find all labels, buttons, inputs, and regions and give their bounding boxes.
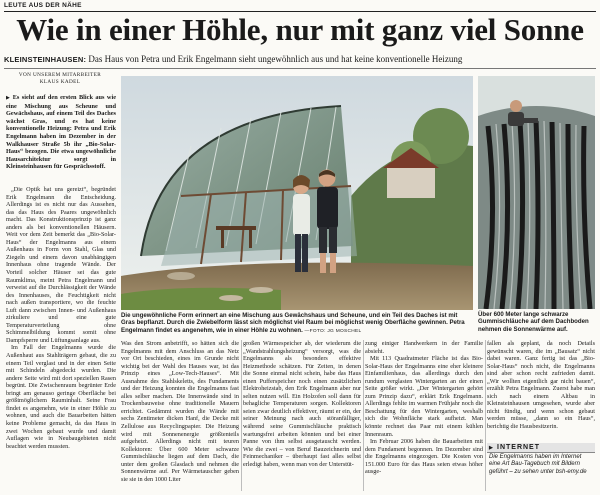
house-photo-illustration (121, 76, 473, 310)
triangle-bullet-icon: ▶ (6, 96, 11, 101)
column-divider (485, 340, 486, 491)
photo-caption-roof: Über 600 Meter lange schwarze Gummischläuche auf dem Dachboden nehmen die Sonnenwärme auf. (478, 311, 589, 333)
article-column-1 (6, 186, 116, 491)
deck-rule (4, 68, 596, 69)
lead-paragraph (6, 94, 116, 182)
internet-box (487, 443, 595, 491)
photo-caption-main (121, 312, 473, 335)
paragraph: Was den Strom anbetrifft, so hätten sich die Engelmanns mit dem Anschluss an das Netz vor Ort beschieden, eines im Grunde nicht wichtig bei der Wahl des Hauses war, ist das Prinzip eines „Low-Tech-Hauses“. Mit Ausnahme des Stahlskeletts, des Fundaments und der Heizung konnten die Engelmanns fast alles selber machen. Die Innenwände sind in Trockenbauweise ohne traditionelle Mauern errichtet. Gedämmt wurden die Wände mit sechs Zentimeter dicken Hanf, die Decke mit Zellulose aus Recyclingpapier. Die Heizung wird mit Sonnenenergie größtenteils aufgeheizt. Allerdings nicht mit teuren Kollektoren: Über 600 Meter schwarze Gummischläuche liegen auf dem Dach, die unter dem großen Glasdach und nehmen die Sonnenwärme auf. Per Wärmetauscher geben sie sie in den 1000 Liter (121, 340, 239, 483)
byline (6, 72, 114, 85)
triangle-bullet-icon: ▶ (489, 445, 494, 451)
column-divider (363, 340, 364, 491)
roof-hoses-illustration (478, 76, 595, 309)
house-photo (121, 76, 473, 310)
deck (4, 54, 596, 65)
paragraph: „Die Optik hat uns gereizt“, begründet Erik Engelmann die Entscheidung. Allerdings ist es nicht nur das Aussehen, das das Haus des Paares ungewöhnlich macht. Das Konstruktionsprinzip ist ganz anders als bei konventionellen Häusern. Weit vor dem Zeit bemerkt das „Bio-Solar-Haus“ der Engelmanns aus einem Außenhaus in Form von Stahl, Glas und Ziegeln und einem davon unabhängigen Innenhaus ohne tragende Wände. Der Vorteil solcher Häuser sei das gute Raumklima, meint Petra Engelmann und verweist auf die Durchlässigkeit der Wände des Innenhauses, die Feuchtigkeit nicht nach außen transportiere, wo die feuchte Luft dann zwischen Innen- und Außenhaus zirkuliere und eine gute Temperaturverteilung ohne Schimmelbildung kommt somit ohne Dampfsperre und Lüftungsanlage aus. (6, 186, 116, 344)
caption-text: Die ungewöhnliche Form erinnert an eine Mischung aus Gewächshaus und Scheune, und ein Teil des Daches ist mit Gras bepflanzt. Durch die Zwiebelform lässt sich möglichst viel Raum bei möglichst wenig Oberfläche gewinnen. Petra Engelmann findet es angenehm, wie in einer Höhle zu wohnen. (121, 312, 465, 334)
lead-text: Es sieht auf den ersten Blick aus wie eine Mischung aus Scheune und Gewächshaus, auf einem Teil des Daches wächst Gras, und es hat keine konventionelle Heizung: Petra und Erik Engelmann haben im Dezember in der Walkhauser Straße 5b ihr „Bio-Solar-Haus“ bezogen. Die etwa ungewöhnliche Hausarchitektur sorgt in Kleinsteinhausen für Gesprächsstoff. (6, 94, 116, 171)
byline-author: KLAUS KADEL (39, 78, 81, 85)
deck-kicker: KLEINSTEINHAUSEN: (4, 55, 87, 64)
deck-text: Das Haus von Petra und Erik Engelmann sieht ungewöhnlich aus und hat keine konventionelle Heizung (88, 54, 463, 64)
headline: Wie in einer Höhle, nur mit ganz viel Sonne (16, 12, 584, 47)
paragraph: fallen als geplant, da noch Details gewünscht waren, die im „Bausatz“ nicht dabei waren. Ganz fertig ist das „Bio-Solar-Haus“ noch nicht, die Engelmanns sind aber schon recht zufrieden damit. „Wir wollten eigentlich gar nicht bauen“, erzählt Petra Engelmann. Zuerst habe man sich nach einem Altbau in Kleinsteinhausen umgesehen, wurde aber nicht fündig, und wenn schon gebaut werden müsse, „dann so ein Haus“, berichtig die Hausbesitzerin. (487, 340, 595, 431)
paragraph: Mit 113 Quadratmeter Fläche ist das Bio-Solar-Haus der Engelmanns eine eher kleinere Einfamilienhaus, das allerdings durch den rundum verglasten Wintergarten an der einen Seite größer wirkt. „Der Wintergarten gehört zum Prinzip dazu“, erklärt Erik Engelmann. Allerdings fehlte im warmen Frühjahr noch die Beschattung für den Wintergarten, weshalb sich die Wohnfläche stark aufheizt. Man könnte rechnet das Paar mit einem kühlen Innenraum. (365, 355, 483, 438)
article-column-2 (121, 340, 239, 491)
paragraph: Im Februar 2006 haben die Bauarbeiten mit dem Fundament begonnen. Im Dezember sind die Engelmanns eingezogen. Die Kosten von 151.000 Euro für das Haus seien etwas höher ausge- (365, 438, 483, 476)
article-column-5 (487, 340, 595, 441)
paragraph: großen Wärmespeicher ab, der wiederum die „Wandstrahlungsheizung“ versorgt, was die Engelmanns als besonders effektive Heizmethode schätzen. Für Zeiten, in denen die Sonne einmal nicht schein, habe das Haus einen Pufferspeicher noch einen zusätzlichen Elektroheizstab, den Erik Engelmann aber nur selten nutzen will. Ein Holzofen soll dann für behagliche Temperaturen sorgen. Kollektoren seien zwar deutlich effektiver, räumt er ein, der seiner Meinung nach auch störanfälliger, während seine Gummischläuche praktisch wartungsfrei arbeiten könnten und bei einer Panne von ihm selbst ausgetauscht werden. Wie die zwei – von Beruf Bauzeichnerin und Feinmechaniker – überhaupt fast alles selbst erledigt haben, wenn man von der Unterstüt- (243, 340, 361, 468)
internet-box-text: Die Engelmanns haben im Internet eine Art Bau-Tagebuch mit Bildern geführt – zu sehen unter bsh-emy.de (487, 452, 595, 477)
article-column-3 (243, 340, 361, 491)
paragraph: zung einiger Handwerkern in der Familie absieht. (365, 340, 483, 355)
column-divider (241, 340, 242, 491)
section-label: LEUTE AUS DER NÄHE (4, 2, 82, 9)
article-column-4 (365, 340, 483, 491)
internet-title-text: INTERNET (497, 444, 540, 451)
roof-hoses-photo (478, 76, 595, 309)
byline-role: VON UNSEREM MITARBEITER (18, 72, 102, 78)
internet-box-title (487, 443, 595, 452)
photo-credit: —FOTO: JG MOSCHEL (304, 328, 362, 334)
paragraph: Im Fall der Engelmanns wurde die Außenhaut aus Stahlträgern gebaut, die zu einem Teil verglast und in der einen Seite mit Schindeln abgedeckt wurden. Die andere Seite wird mit dort speziellen Rasen begrünt. Die Zwischenraum begrünter Erde bringt am genauso geringe Oberfläche bei größtmöglichem Rauminhalt. Seine Frau findet es angenehm, wie in einer Höhle zu wohnen, und auch die Bauarbeiten hätten keine Probleme gemacht, da das Haus in zwei Wochen gebaut wurde und damit Auflagen wie in Neubaugebieten nicht beachtet werden mussten. (6, 344, 116, 450)
